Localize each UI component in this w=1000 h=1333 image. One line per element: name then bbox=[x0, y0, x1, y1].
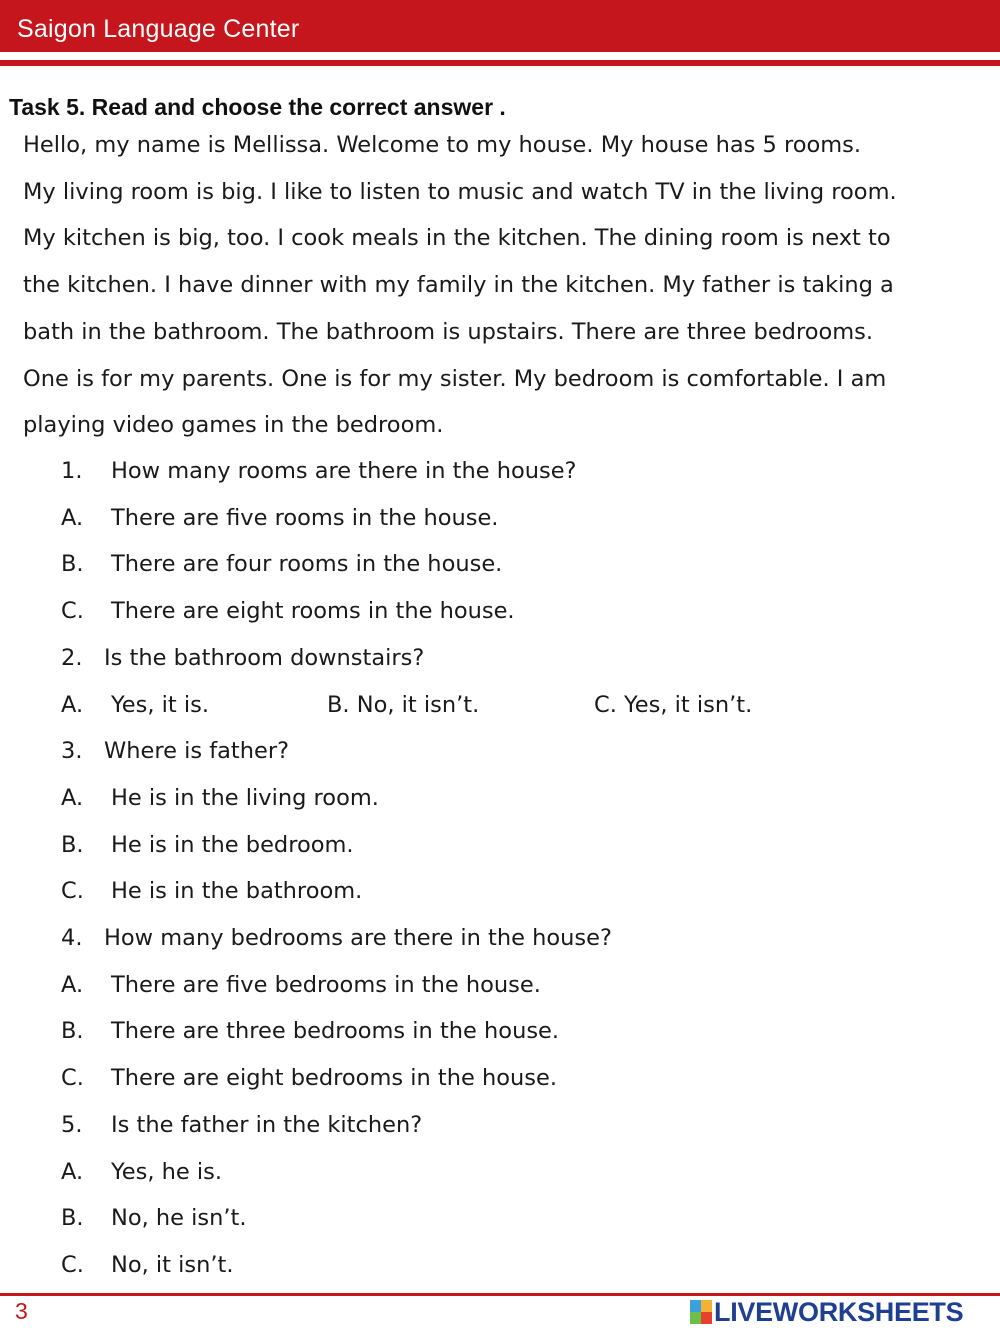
option-letter: B. bbox=[61, 551, 84, 578]
question-text: Is the father in the kitchen? bbox=[111, 1111, 423, 1138]
option-letter: B. bbox=[61, 831, 84, 858]
question-text: Where is father? bbox=[104, 738, 290, 765]
option-text: There are five bedrooms in the house. bbox=[111, 971, 541, 998]
question-text: How many bedrooms are there in the house? bbox=[104, 925, 612, 951]
task-title: Task 5. Read and choose the correct answer . bbox=[9, 94, 506, 120]
question-2-option-b[interactable]: B. No, it isn’t. bbox=[327, 691, 480, 718]
option-letter: A. bbox=[61, 1158, 84, 1185]
option-text: There are eight rooms in the house. bbox=[111, 598, 515, 625]
brand-name: LIVEWORKSHEETS bbox=[714, 1296, 964, 1327]
brand-link[interactable] bbox=[690, 1296, 963, 1328]
option-text: He is in the bedroom. bbox=[111, 831, 354, 858]
question-number: 1. bbox=[61, 458, 83, 484]
option-text: There are four rooms in the house. bbox=[111, 551, 503, 578]
option-letter: A. bbox=[61, 504, 84, 531]
liveworksheets-logo-icon bbox=[690, 1300, 712, 1324]
passage-line: One is for my parents. One is for my sister. My bedroom is comfortable. I am bbox=[23, 365, 887, 392]
passage-line: the kitchen. I have dinner with my family in the kitchen. My father is taking a bbox=[23, 272, 894, 299]
option-letter: C. bbox=[61, 598, 84, 625]
passage-line: playing video games in the bedroom. bbox=[23, 412, 444, 439]
passage-line: My kitchen is big, too. I cook meals in the kitchen. The dining room is next to bbox=[23, 225, 891, 252]
passage-line: My living room is big. I like to listen to music and watch TV in the living room. bbox=[23, 178, 897, 205]
question-text: How many rooms are there in the house? bbox=[111, 458, 577, 484]
option-text: He is in the bathroom. bbox=[111, 878, 363, 905]
option-letter: A. bbox=[61, 971, 84, 998]
question-number: 5. bbox=[61, 1111, 83, 1138]
option-letter: C. bbox=[61, 878, 84, 905]
option-text: There are three bedrooms in the house. bbox=[111, 1018, 560, 1045]
option-letter: B. bbox=[61, 1018, 84, 1045]
question-2-option-a[interactable]: Yes, it is. bbox=[111, 691, 209, 718]
option-text: Yes, he is. bbox=[111, 1158, 223, 1185]
header-title: Saigon Language Center bbox=[17, 15, 300, 43]
option-text: No, he isn’t. bbox=[111, 1205, 247, 1232]
question-2-option-c[interactable]: C. Yes, it isn’t. bbox=[594, 691, 753, 718]
question-number: 3. bbox=[61, 738, 83, 765]
header-rule bbox=[0, 60, 1000, 66]
option-letter: C. bbox=[61, 1251, 84, 1278]
option-text: No, it isn’t. bbox=[111, 1251, 234, 1278]
option-text: There are eight bedrooms in the house. bbox=[111, 1065, 557, 1092]
question-number: 2. bbox=[61, 644, 83, 671]
option-letter: A. bbox=[61, 691, 84, 718]
option-letter: C. bbox=[61, 1065, 84, 1092]
question-number: 4. bbox=[61, 925, 83, 951]
option-text: He is in the living room. bbox=[111, 784, 379, 811]
passage-line: Hello, my name is Mellissa. Welcome to my house. My house has 5 rooms. bbox=[23, 132, 862, 158]
option-letter: B. bbox=[61, 1205, 84, 1232]
question-text: Is the bathroom downstairs? bbox=[104, 644, 425, 671]
option-letter: A. bbox=[61, 784, 84, 811]
header-bar bbox=[0, 0, 1000, 52]
question-2-options bbox=[0, 682, 1000, 729]
passage-line: bath in the bathroom. The bathroom is upstairs. There are three bedrooms. bbox=[23, 318, 874, 345]
option-text: There are five rooms in the house. bbox=[111, 504, 499, 531]
reading-passage bbox=[23, 122, 983, 449]
page-number: 3 bbox=[15, 1298, 28, 1324]
